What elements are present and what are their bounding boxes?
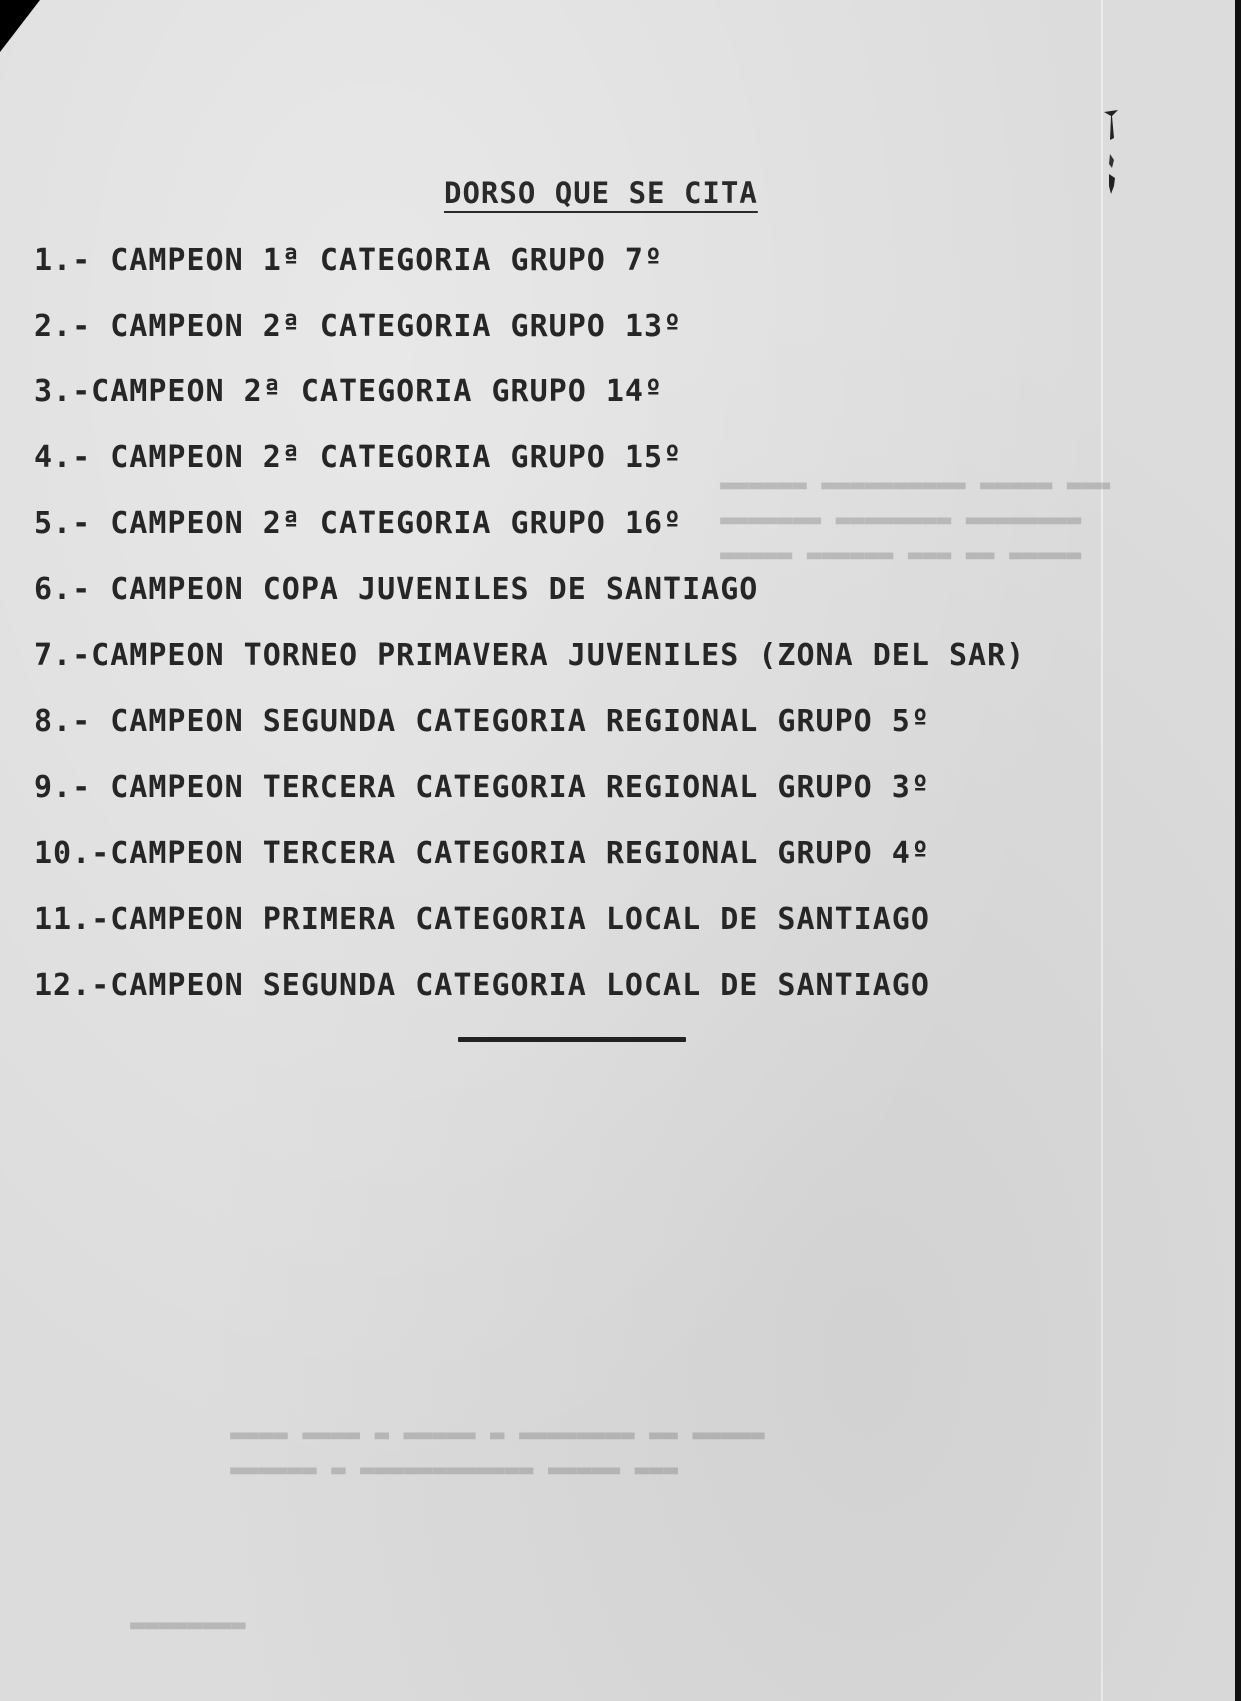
bleed-through: ▬▬▬▬▬ ▬▬ ▬▬▬▬▬▬▬▬ ▬ ▬▬▬▬▬ ▬ ▬▬▬▬ ▬▬▬▬ xyxy=(230,1420,765,1448)
list-item: 12.-CAMPEON SEGUNDA CATEGORIA LOCAL DE SANTIAGO xyxy=(34,968,930,1003)
torn-corner xyxy=(0,0,40,52)
bleed-through: ▬▬▬ ▬▬▬▬▬ ▬▬▬▬▬▬▬▬▬▬▬▬ ▬ ▬▬▬▬▬▬ xyxy=(230,1455,678,1483)
document-title: DORSO QUE SE CITA xyxy=(444,176,758,210)
staple-hole-mark xyxy=(1100,108,1122,212)
list-item: 3.-CAMPEON 2ª CATEGORIA GRUPO 14º xyxy=(34,374,664,409)
list-item: 9.- CAMPEON TERCERA CATEGORIA REGIONAL GRUPO 3º xyxy=(34,770,930,805)
list-item: 11.-CAMPEON PRIMERA CATEGORIA LOCAL DE SANTIAGO xyxy=(34,902,930,937)
paper-fold xyxy=(1101,0,1103,1701)
bleed-through: ▬▬▬▬▬▬▬▬ ▬▬▬▬▬▬▬▬ ▬▬▬▬▬▬▬ xyxy=(720,505,1082,533)
list-item: 5.- CAMPEON 2ª CATEGORIA GRUPO 16º xyxy=(34,506,683,541)
page-edge xyxy=(1235,0,1241,1701)
list-item: 4.- CAMPEON 2ª CATEGORIA GRUPO 15º xyxy=(34,440,683,475)
bleed-through: ▬▬▬▬▬▬▬▬ xyxy=(130,1610,246,1638)
list-item: 8.- CAMPEON SEGUNDA CATEGORIA REGIONAL GRUPO 5º xyxy=(34,704,930,739)
list-item: 10.-CAMPEON TERCERA CATEGORIA REGIONAL GRUPO 4º xyxy=(34,836,930,871)
bleed-through: ▬▬▬ ▬▬▬▬▬ ▬▬▬▬▬▬▬▬▬▬ ▬▬▬▬▬▬ xyxy=(720,470,1111,498)
list-item: 7.-CAMPEON TORNEO PRIMAVERA JUVENILES (ZONA DEL SAR) xyxy=(34,638,1026,673)
list-item: 1.- CAMPEON 1ª CATEGORIA GRUPO 7º xyxy=(34,243,664,278)
list-item: 2.- CAMPEON 2ª CATEGORIA GRUPO 13º xyxy=(34,309,683,344)
list-item: 6.- CAMPEON COPA JUVENILES DE SANTIAGO xyxy=(34,572,759,607)
closing-rule xyxy=(458,1037,686,1042)
bleed-through: ▬▬▬▬▬ ▬▬ ▬▬▬ ▬▬▬▬▬▬ ▬▬▬▬▬ xyxy=(720,540,1082,568)
